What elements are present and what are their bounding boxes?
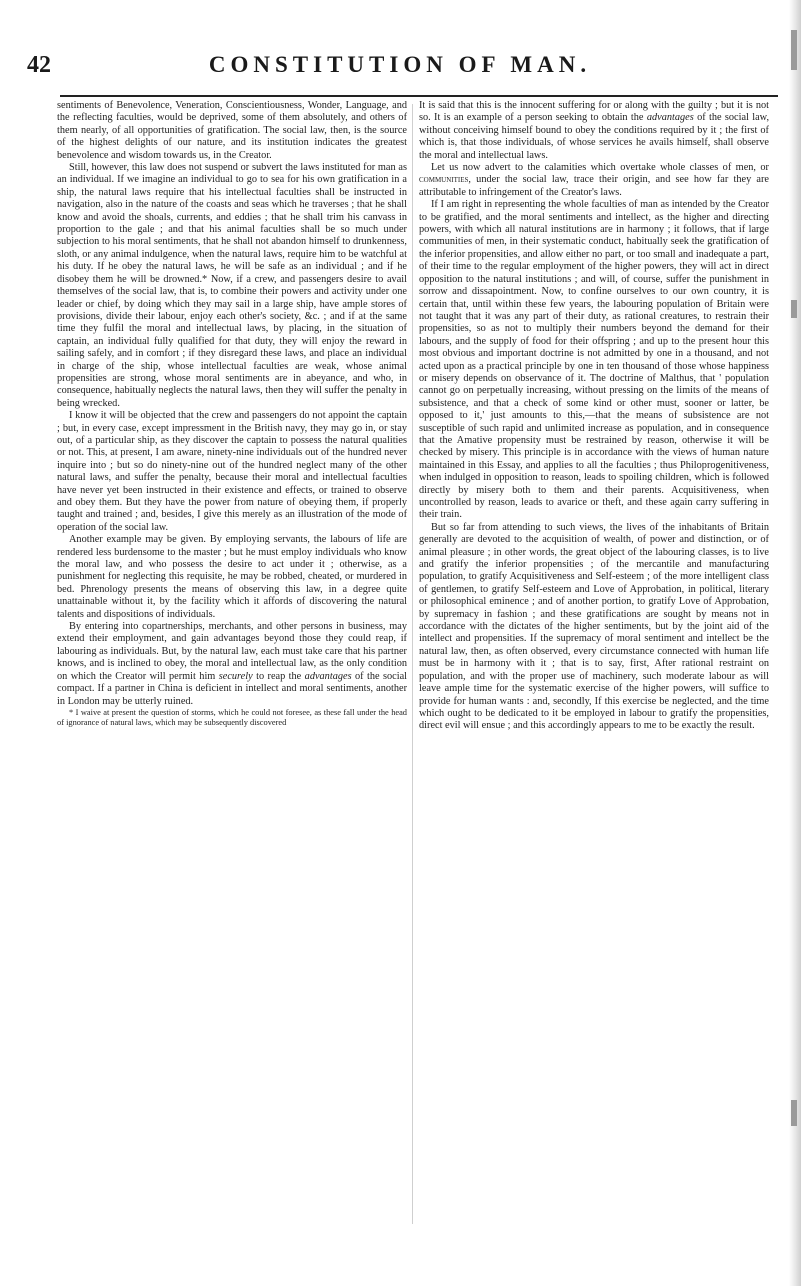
italic-run: advantages xyxy=(304,670,352,682)
scan-artifact xyxy=(791,30,797,70)
left-column xyxy=(57,100,407,727)
text-run: It is said that this is the innocent suffering for or along with the guilty ; but it is not so. It is an example of a person seeking to obtain the xyxy=(419,100,769,124)
scan-edge-shadow xyxy=(789,0,801,1286)
right-column xyxy=(419,100,769,733)
header-rule xyxy=(60,95,778,97)
italic-run: advantages xyxy=(646,112,694,124)
text-run: , under the social law, trace their origin, and see how far they are attributable to infringement of the Creator's laws. xyxy=(419,174,769,198)
column-divider xyxy=(412,104,413,1224)
text-run: Let us now advert to the calamities which overtake whole classes of men, or xyxy=(431,162,769,174)
footnote: * I waive at present the question of storms, which he could not foresee, as these fall under the head of ignorance of natural laws, which may be subsequently discovered xyxy=(57,707,407,727)
text-run: of the social compact. If a partner in China is deficient in intellect and moral sentiments, another in London may be utterly ruined. xyxy=(57,670,408,707)
small-caps-run: communities xyxy=(419,175,469,186)
left-paragraph-4: Another example may be given. By employing servants, the labours of life are rendered less burdensome to the master ; but he must employ individuals who know the moral law, and who possess the desire to act under it ; otherwise, as a punishment for neglecting this requisite, he may be robbed, cheated, or murdered in bed. Phrenology presents the means of observing this law, in a degree quite unattainable without it, by the facility which it affords of discovering the natural talents and dispositions of individuals. xyxy=(57,534,407,620)
scan-artifact xyxy=(791,300,797,318)
running-title: CONSTITUTION OF MAN. xyxy=(208,52,592,77)
text-run: By entering into copartnerships, merchants, and other persons in business, may extend their employment, and gain advantages beyond those they could reap, if labouring as individuals. But, by the natural law, each must take care that his partner knows, and is inclined to obey, the moral and intellectual law, as the only condition on which the Creator will permit him xyxy=(57,621,407,682)
right-paragraph-3: If I am right in representing the whole faculties of man as intended by the Creator to be gratified, and the moral sentiments and intellect, as the higher and directing powers, with which all natural institutions are in harmony ; it follows, that if large communities of men, in their systematic conduct, habitually seek the gratification of the inferior propensities, and allow either no part, or too small and inadequate a part, of their time to the regular employment of the higher powers, they will act in direct opposition to the natural institutions ; and will, of course, suffer the punishment in sorrow and dissapointment. Now, to confine ourselves to our own country, it is certain that, until within these few years, the labouring population of Britain were not taught that it was any part of their duty, as rational creatures, to restrain their propensities, so as not to multiply their numbers beyond the demand for their labours, and the supply of food for their offspring ; and up to the present hour this most obvious and important doctrine is not admitted by one in a thousand, and not acted upon as a practical principle by one in ten thousand of those whose happiness or misery depends on observance of it. The doctrine of Malthus, that ' population cannot go on perpetually increasing, without pressing on the limits of the means of subsistence, and that a check of some kind or other must, sooner or latter, be opposed to it,' just amounts to this,—that the means of subsistence are not susceptible of such rapid and unlimited increase as population, and in consequence that the Amative propensity must be restrained by reason, otherwise it will be checked by misery. This principle is in accordance with the views of human nature maintained in this Essay, and applies to all the faculties ; thus Philoprogenitiveness, when indulged in opposition to reason, leads to spoiling children, which is followed directly by misery both to them and their parents. Acquisitiveness, when uncontrolled by reason, leads to avarice or theft, and these again carry suffering in their train. xyxy=(419,199,769,521)
page-number: 42 xyxy=(27,52,51,78)
page-header xyxy=(0,52,801,88)
right-paragraph-1 xyxy=(419,100,769,162)
scan-artifact xyxy=(791,1100,797,1126)
left-paragraph-2: Still, however, this law does not suspend or subvert the laws instituted for man as an individual. If we imagine an individual to go to sea for his own gratification in a ship, the natural laws require that his intellectual faculties shall be instructed in navigation, also in the nature of the coasts and seas which he traverses ; that he shall know and avoid the shoals, currents, and eddies ; that he shall trim his canvass in proportion to the gale ; and that his animal faculties shall be so much under subjection to his moral sentiments, that he shall not abandon himself to drunkenness, sloth, or any animal indulgence, when the natural laws, require him to be watchful at his duty. If he obey the natural laws, he will be safe as an individual ; and if he disobey them he will be drowned.* Now, if a crew, and passengers desire to avail themselves of the social law, that is, to combine their powers and activity under one leader or chief, by doing which they may sail in a large ship, have ample stores of provisions, divide their labour, enjoy each other's society, &c. ; and if at the same time they fulfil the moral and intellectual laws, by placing, in the situation of captain, an individual fully qualified for that duty, they will enjoy the reward in sailing safely, and in comfort ; if they disregard these laws, and place an individual in charge of the ship, whose intellectual faculties are weak, whose animal propensities are strong, whose moral sentiments are in abeyance, and who, in consequence, habitually neglects the natural laws, then they will suffer the penalty in being wrecked. xyxy=(57,162,407,409)
left-paragraph-1: sentiments of Benevolence, Veneration, Conscientiousness, Wonder, Language, and the reflecting faculties, would be deprived, some of them absolutely, and others of them nearly, of all opportunities of gratification. The social law, then, is the source of the highest delights of our nature, and its institution indicates the greatest benevolence and wisdom towards us, in the Creator. xyxy=(57,100,407,161)
left-paragraph-5 xyxy=(57,621,407,708)
text-run: to reap the xyxy=(256,670,302,682)
text-run: of the social law, without conceiving himself bound to obey the conditions required by it ; the first of which is, that those individuals, of whose services he avails himself, shall observe the moral and intellectual laws. xyxy=(419,112,770,161)
right-paragraph-2 xyxy=(419,162,769,199)
left-paragraph-3: I know it will be objected that the crew and passengers do not appoint the captain ; but, in every case, except impressment in the British navy, they may go in, or stay out, of a particular ship, as they discover the captain to possess the natural qualities or not. This, at present, I am aware, ninety-nine individuals out of the hundred never inquire into ; but so do ninety-nine out of the hundred neglect many of the other natural laws, and suffer the penalty, because their moral and intellectual faculties have never yet been instructed in their existence and effects, or trained to observe and obey them. But they have the power from nature of obeying them, if properly taught and trained ; and, besides, I give this merely as an illustration of the mode of operation of the social law. xyxy=(57,410,407,533)
right-paragraph-4: But so far from attending to such views, the lives of the inhabitants of Britain generally are devoted to the acquisition of wealth, of power and distinction, or of animal pleasure ; in other words, the great object of the labouring classes, is to live and gratify the inferior propensities ; of the mercantile and manufacturing population, to gratify Acquisitiveness and Self-esteem ; of the more intelligent class of gentlemen, to gratify Self-esteem and Love of Approbation, in political, literary or philosophical eminence ; and of another portion, to gratify Love of Approbation, by supremacy in fashion ; and these gratifications are sought by means not in accordance with the dictates of the higher sentiments, but by the joint aid of the intellect and propensities. If the supremacy of moral sentiment and intellect be the natural law, then, as often observed, every circumstance connected with human life must be in harmony with it ; that is to say, first, After rational restraint on population, and with the proper use of machinery, such moderate labour as will leave ample time for the systematic exercise of the higher powers, will suffice to provide for human wants : and, secondly, If this exercise be neglected, and the time which ought to be dedicated to it be employed in labour to gratify the propensities, direct evil will ensue ; and this accordingly appears to me to be exactly the result. xyxy=(419,521,769,732)
italic-run: securely xyxy=(218,670,253,682)
